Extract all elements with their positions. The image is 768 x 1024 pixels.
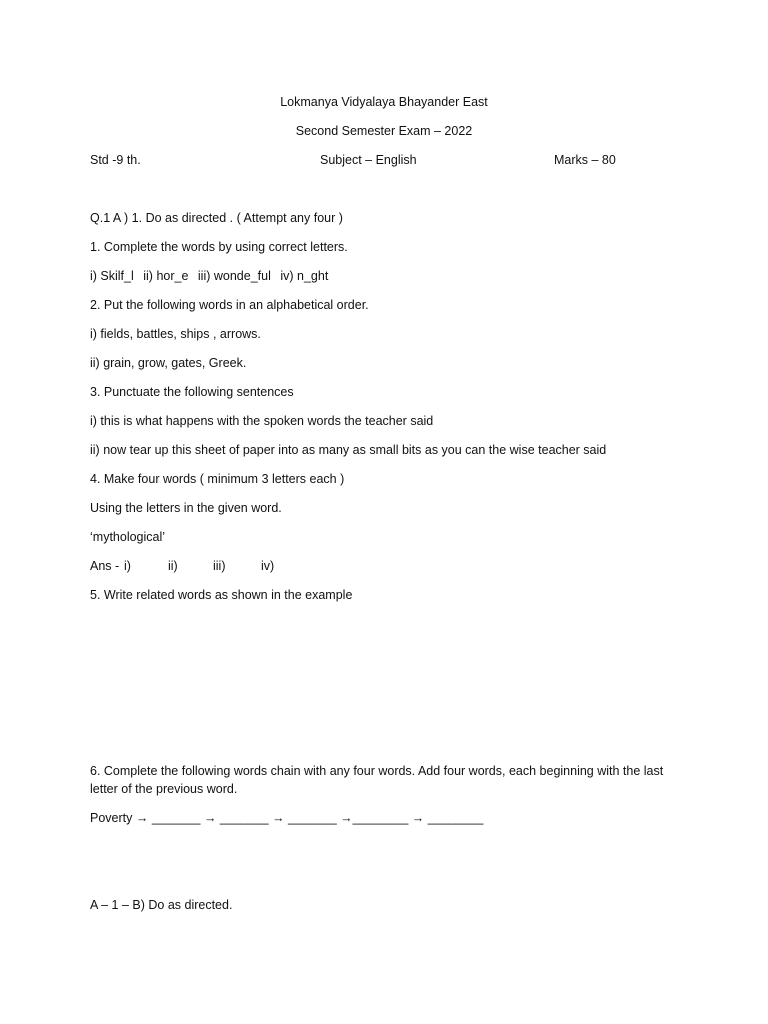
item4-title: 4. Make four words ( minimum 3 letters each ) xyxy=(90,472,345,486)
item2-line2: ii) grain, grow, gates, Greek. xyxy=(90,356,247,370)
word-2: ii) hor_e xyxy=(143,269,189,283)
answer-label: Ans - xyxy=(90,559,120,573)
item3-line1: i) this is what happens with the spoken words the teacher said xyxy=(90,414,434,428)
item4-line1: Using the letters in the given word. xyxy=(90,501,282,515)
item4-word: ‘mythological’ xyxy=(90,530,166,544)
answer-slot-3: iii) xyxy=(213,559,226,573)
q1-heading: Q.1 A ) 1. Do as directed . ( Attempt any four ) xyxy=(90,211,343,225)
answer-slot-2: ii) xyxy=(168,559,178,573)
marks-label: Marks – 80 xyxy=(554,153,616,167)
standard-label: Std -9 th. xyxy=(90,153,141,167)
exam-title: Second Semester Exam – 2022 xyxy=(295,124,473,138)
item3-line2: ii) now tear up this sheet of paper into as many as small bits as you can the wise teacher said xyxy=(90,443,607,457)
subject-label: Subject – English xyxy=(320,153,417,167)
item5-title: 5. Write related words as shown in the example xyxy=(90,588,353,602)
item1-title: 1. Complete the words by using correct letters. xyxy=(90,240,348,254)
item1-words xyxy=(90,267,328,285)
school-name: Lokmanya Vidyalaya Bhayander East xyxy=(280,95,488,109)
item2-title: 2. Put the following words in an alphabetical order. xyxy=(90,298,369,312)
item2-line1: i) fields, battles, ships , arrows. xyxy=(90,327,261,341)
word-1: i) Skilf_l xyxy=(90,269,134,283)
answer-slot-4: iv) xyxy=(261,559,275,573)
section-b-heading: A – 1 – B) Do as directed. xyxy=(90,898,233,912)
word-4: iv) n_ght xyxy=(280,269,329,283)
item3-title: 3. Punctuate the following sentences xyxy=(90,385,294,399)
answer-slot-1: i) xyxy=(124,559,131,573)
word-3: iii) wonde_ful xyxy=(197,269,271,283)
item6-title: 6. Complete the following words chain with any four words. Add four words, each beginning with the last letter of the previous word. xyxy=(90,764,664,796)
word-chain: Poverty → _______ → _______ → _______ →________ → ________ xyxy=(90,811,484,825)
